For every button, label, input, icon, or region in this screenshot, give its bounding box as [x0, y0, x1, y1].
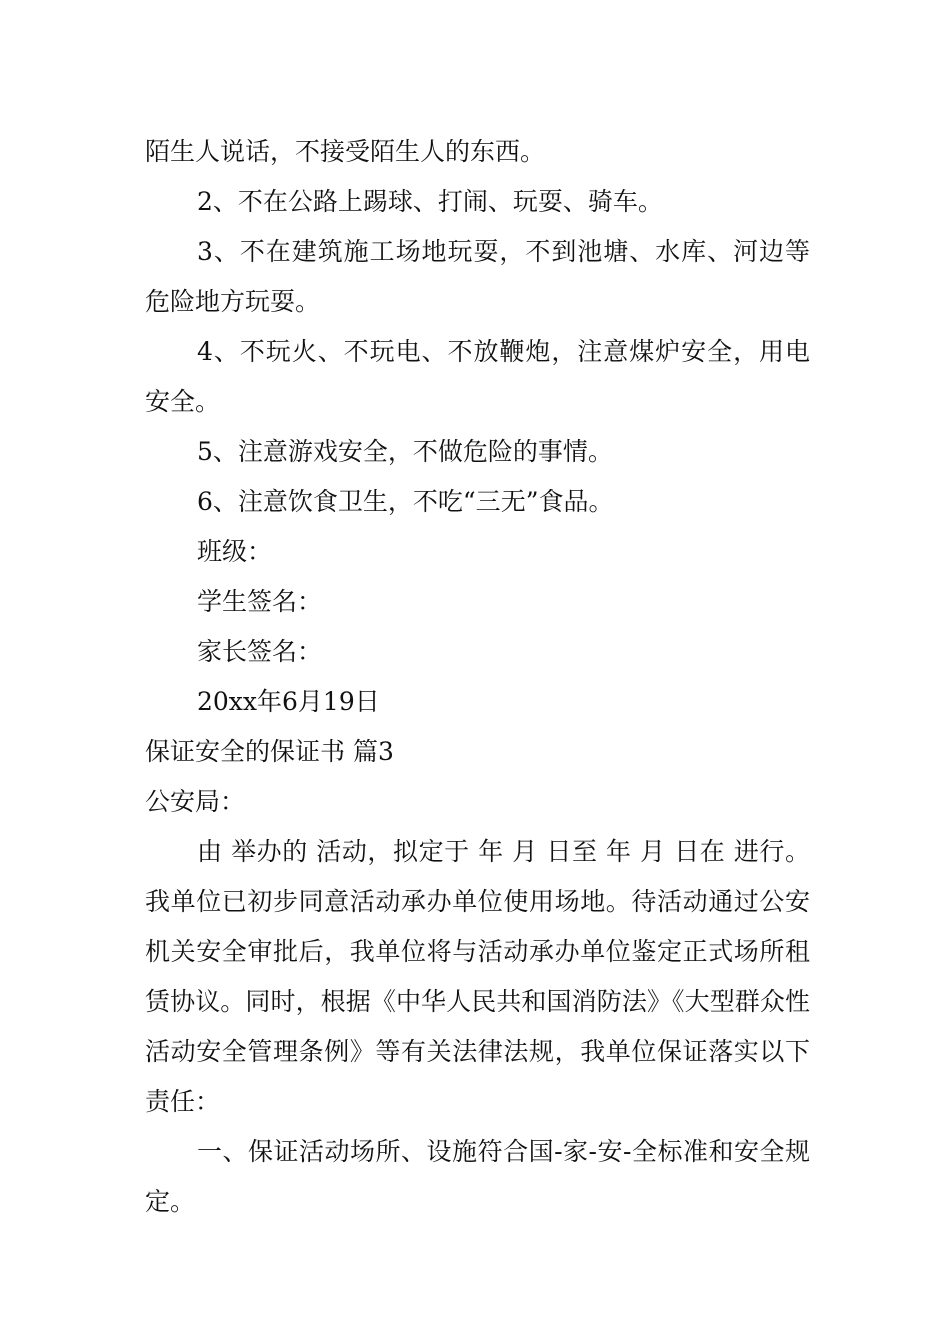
body-paragraph: 由 举办的 活动，拟定于 年 月 日至 年 月 日在 进行。我单位已初步同意活动承办单位使用场地。待活动通过公安机关安全审批后，我单位将与活动承办单位鉴定正式场所租赁协议。同时，根据《中华人民共和国消防法》《大型群众性活动安全管理条例》等有关法律法规，我单位保证落实以下责任： [145, 837, 810, 1116]
student-signature-label: 学生签名： [197, 587, 323, 616]
document-page [145, 127, 810, 1227]
rule-item-4: 4、不玩火、不玩电、不放鞭炮，注意煤炉安全，用电安全。 [145, 337, 810, 416]
rule-item-6: 6、注意饮食卫生，不吃“三无”食品。 [197, 487, 614, 516]
rule-item-2: 2、不在公路上踢球、打闹、玩耍、骑车。 [197, 187, 663, 216]
class-label: 班级： [197, 537, 273, 566]
addressee: 公安局： [145, 787, 246, 816]
paragraph-continuation: 陌生人说话，不接受陌生人的东西。 [145, 137, 546, 166]
date-line: 20xx年6月19日 [197, 687, 380, 716]
section-heading: 保证安全的保证书 篇3 [145, 737, 394, 766]
rule-item-5: 5、注意游戏安全，不做危险的事情。 [197, 437, 613, 466]
responsibility-item-1: 一、保证活动场所、设施符合国-家-安-全标准和安全规定。 [145, 1137, 810, 1216]
parent-signature-label: 家长签名： [197, 637, 323, 666]
rule-item-3: 3、不在建筑施工场地玩耍，不到池塘、水库、河边等危险地方玩耍。 [145, 237, 810, 316]
